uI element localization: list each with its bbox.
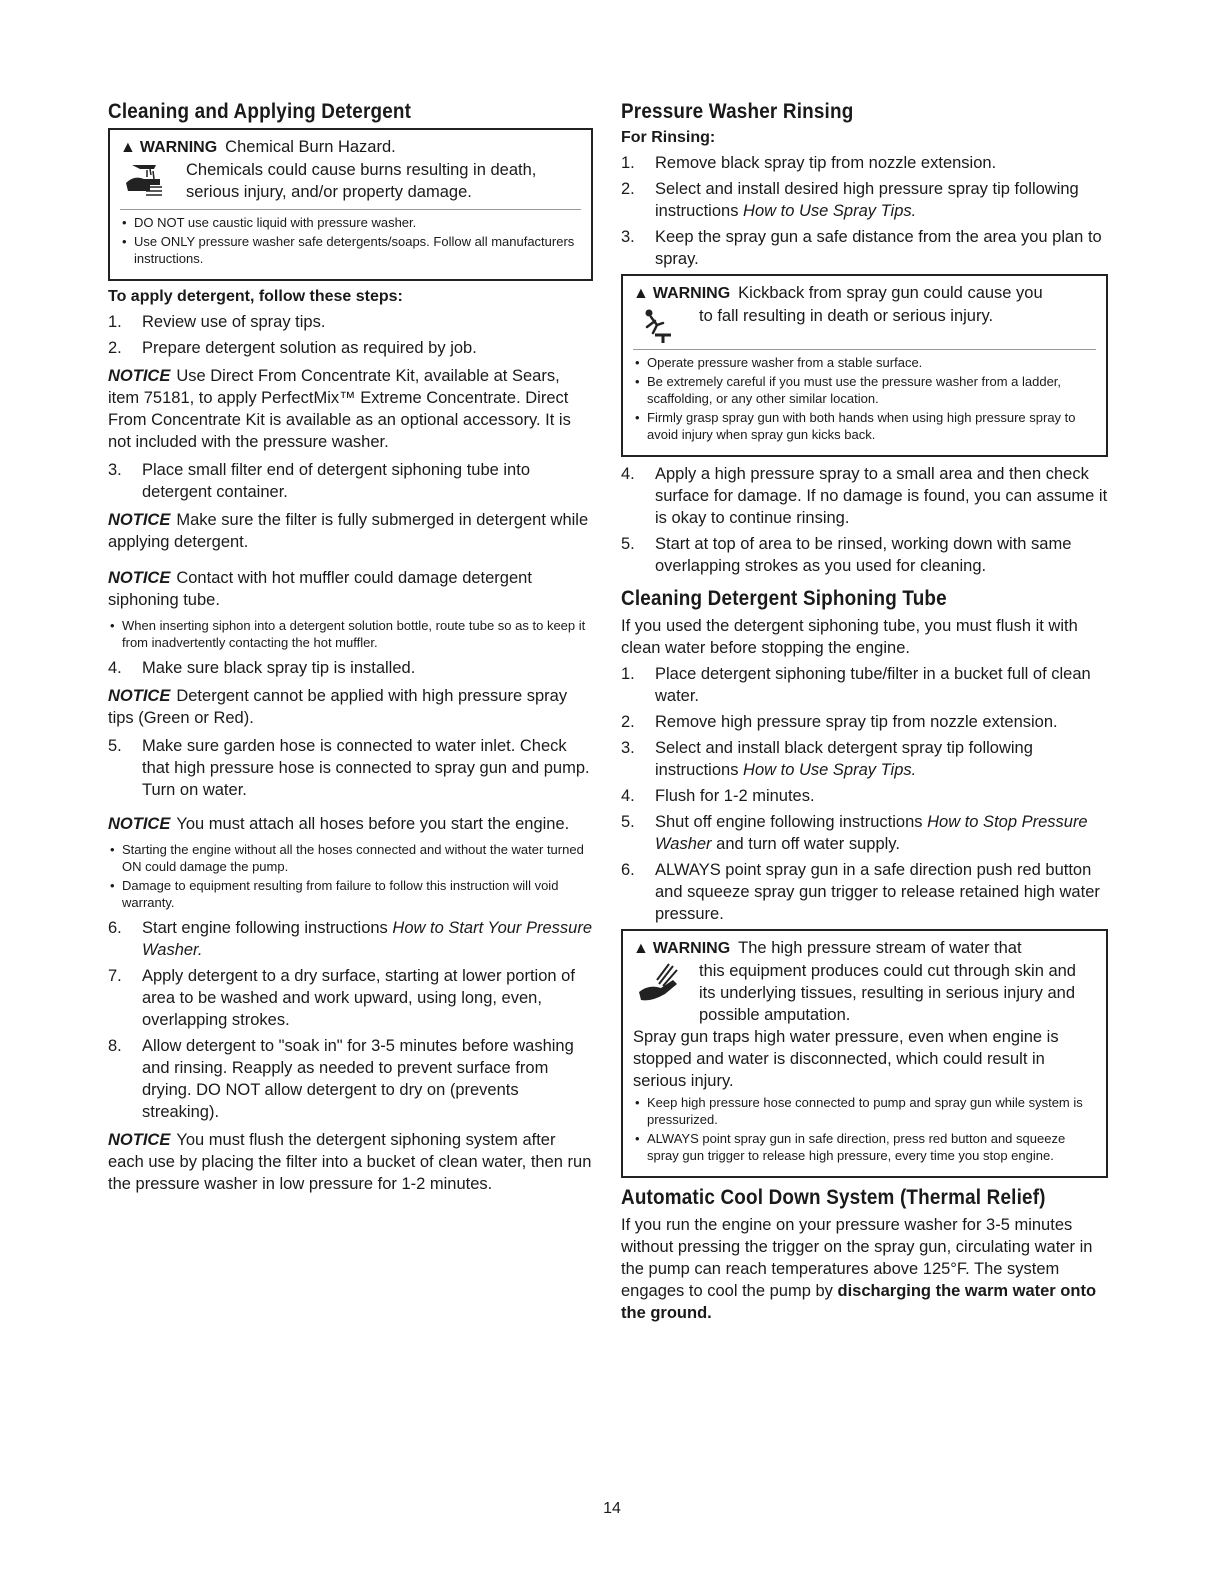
warning-triangle-icon: ▲	[633, 940, 649, 957]
warning-headline	[120, 136, 581, 159]
step-3: 3. Place small filter end of detergent siphoning tube into detergent container.	[108, 461, 530, 501]
start-washer-reference: How to Start Your Pressure Washer.	[142, 919, 593, 959]
warning-bullet: • Be extremely careful if you must use the pressure washer from a ladder, scaffolding, or any other similar location.	[633, 373, 1096, 407]
warning-triangle-icon: ▲	[633, 285, 649, 302]
warning-bullet: • Keep high pressure hose connected to pump and spray gun while system is pressurized.	[633, 1094, 1096, 1128]
rinse-step-4: 4. Apply a high pressure spray to a small area and then check surface for damage. If no damage is found, you can assume it is okay to continue rinsing.	[621, 465, 1108, 527]
step-6-text: Start engine following instructions	[142, 919, 388, 937]
high-pressure-injury-icon	[633, 960, 699, 1006]
section-title-cleaning-detergent: Cleaning and Applying Detergent	[108, 100, 412, 123]
rinse-step-2-text: Select and install desired high pressure spray tip following instructions	[655, 180, 1079, 220]
warning-headline	[633, 937, 1096, 960]
warning-bullets	[120, 214, 581, 267]
warning-bullet: • ALWAYS point spray gun in safe direction, press red button and squeeze spray gun trigger to release high pressure, every time you stop engine.	[633, 1130, 1096, 1164]
warning-headline-text: Kickback from spray gun could cause you	[738, 284, 1043, 302]
warning-triangle-icon: ▲	[120, 139, 136, 156]
falling-person-icon	[633, 305, 699, 343]
warning-body-text: Spray gun traps high water pressure, even when engine is stopped and water is disconnected, which could result in serious injury.	[633, 1028, 1059, 1090]
warning-detail-text: to fall resulting in death or serious injury.	[699, 307, 994, 325]
page-number: 14	[603, 1500, 621, 1517]
siphon-step-1: 1. Place detergent siphoning tube/filter in a bucket full of clean water.	[621, 665, 1091, 705]
step-2: 2. Prepare detergent solution as required by job.	[108, 339, 477, 357]
warning-detail-row	[633, 305, 1096, 343]
cool-down-text	[621, 1214, 1108, 1324]
siphon-step-5-suffix: and turn off water supply.	[716, 835, 900, 853]
spray-tips-reference: How to Use Spray Tips.	[743, 202, 917, 220]
siphon-step-6: 6. ALWAYS point spray gun in a safe direction push red button and squeeze spray gun trigger to release retained high water pressure.	[621, 861, 1100, 923]
rinse-step-2: 2. Select and install desired high pressure spray tip following instructions How to Use Spray Tips.	[621, 180, 1079, 220]
siphon-step-3-text: Select and install black detergent spray tip following instructions	[655, 739, 1033, 779]
warning-divider	[633, 349, 1096, 350]
notice-filter-submerged: NOTICE Make sure the filter is fully submerged in detergent while applying detergent.	[108, 511, 589, 551]
notice-direct-concentrate: NOTICE Use Direct From Concentrate Kit, available at Sears, item 75181, to apply PerfectMix™ Extreme Concentrate. Direct From Concentrate Kit is available as an optional accessory. It is not included with the pressure washer.	[108, 367, 571, 451]
warning-detail-row	[633, 960, 1096, 1026]
muffler-bullets	[108, 617, 593, 651]
siphon-step-5: 5. Shut off engine following instructions How to Stop Pressure Washer and turn off water supply.	[621, 813, 1088, 853]
right-column	[621, 100, 1108, 1324]
warning-headline-text: Chemical Burn Hazard.	[225, 138, 396, 156]
siphon-step-5-text: Shut off engine following instructions	[655, 813, 923, 831]
notice-high-pressure-tips: NOTICE Detergent cannot be applied with high pressure spray tips (Green or Red).	[108, 687, 568, 727]
rinse-step-5: 5. Start at top of area to be rinsed, working down with same overlapping strokes as you used for cleaning.	[621, 535, 1072, 575]
section-title-siphon: Cleaning Detergent Siphoning Tube	[621, 587, 947, 610]
rinse-step-1: 1. Remove black spray tip from nozzle extension.	[621, 154, 997, 172]
hoses-bullet: • Damage to equipment resulting from failure to follow this instruction will void warranty.	[108, 877, 593, 911]
section-title-cool-down: Automatic Cool Down System (Thermal Relief)	[621, 1186, 1046, 1209]
warning-detail-row	[120, 159, 581, 203]
warning-box-chemical-burn	[108, 128, 593, 281]
notice-hot-muffler: NOTICE Contact with hot muffler could damage detergent siphoning tube.	[108, 569, 532, 609]
step-6: 6. Start engine following instructions How to Start Your Pressure Washer.	[108, 919, 593, 959]
warning-detail-text: Chemicals could cause burns resulting in death, serious injury, and/or property damage.	[186, 161, 537, 201]
warning-bullets	[633, 1094, 1096, 1164]
warning-bullet: • Firmly grasp spray gun with both hands when using high pressure spray to avoid injury when spray gun kicks back.	[633, 409, 1096, 443]
muffler-bullet: • When inserting siphon into a detergent solution bottle, route tube so as to keep it from inadvertently contacting the hot muffler.	[108, 617, 593, 651]
notice-attach-hoses: NOTICE You must attach all hoses before you start the engine.	[108, 815, 570, 833]
warning-headline-text: The high pressure stream of water that	[738, 939, 1022, 957]
warning-label: WARNING	[139, 139, 218, 156]
step-8: 8. Allow detergent to "soak in" for 3-5 minutes before washing and rinsing. Reapply as needed to prevent surface from drying. DO NOT allow detergent to dry on (prevents streaking).	[108, 1037, 574, 1121]
stop-washer-reference: How to Stop Pressure Washer	[655, 813, 1088, 853]
hoses-bullets	[108, 841, 593, 911]
warning-headline	[633, 282, 1096, 305]
steps-title: To apply detergent, follow these steps:	[108, 288, 403, 305]
spray-tips-reference: How to Use Spray Tips.	[743, 761, 917, 779]
notice-flush-siphon: NOTICE You must flush the detergent siphoning system after each use by placing the filter into a bucket of clean water, then run the pressure washer in low pressure for 1-2 minutes.	[108, 1131, 592, 1193]
left-column	[108, 100, 593, 1201]
warning-label: WARNING	[652, 940, 731, 957]
siphon-step-3: 3. Select and install black detergent spray tip following instructions How to Use Spray Tips.	[621, 739, 1033, 779]
warning-bullet: • Use ONLY pressure washer safe detergents/soaps. Follow all manufacturers instructions.	[120, 233, 581, 267]
warning-box-kickback	[621, 274, 1108, 457]
warning-label: WARNING	[652, 285, 731, 302]
cool-down-body: If you run the engine on your pressure washer for 3-5 minutes without pressing the trigger on the spray gun, circulating water in the pump can reach temperatures above 125°F. The system engages to cool the pump by	[621, 1216, 1093, 1300]
rinse-step-3: 3. Keep the spray gun a safe distance from the area you plan to spray.	[621, 228, 1102, 268]
step-7: 7. Apply detergent to a dry surface, starting at lower portion of area to be washed and work upward, using long, even, overlapping strokes.	[108, 967, 575, 1029]
step-5: 5. Make sure garden hose is connected to water inlet. Check that high pressure hose is connected to spray gun and pump. Turn on water.	[108, 737, 590, 799]
section-title-rinsing: Pressure Washer Rinsing	[621, 100, 854, 123]
chemical-burn-icon	[120, 159, 186, 197]
warning-divider	[120, 209, 581, 210]
hoses-bullet: • Starting the engine without all the hoses connected and without the water turned ON could damage the pump.	[108, 841, 593, 875]
step-1: 1. Review use of spray tips.	[108, 313, 326, 331]
warning-bullet: • Operate pressure washer from a stable surface.	[633, 354, 1096, 371]
warning-box-high-pressure	[621, 929, 1108, 1178]
siphon-step-4: 4. Flush for 1-2 minutes.	[621, 787, 815, 805]
warning-detail-text: this equipment produces could cut through skin and its underlying tissues, resulting in serious injury and possible amputation.	[699, 962, 1076, 1024]
for-rinsing-title: For Rinsing:	[621, 129, 716, 146]
warning-bullets	[633, 354, 1096, 443]
siphon-intro: If you used the detergent siphoning tube, you must flush it with clean water before stopping the engine.	[621, 617, 1078, 657]
cool-down-emphasis: discharging the warm water onto the ground.	[621, 1282, 1097, 1322]
warning-bullet: • DO NOT use caustic liquid with pressure washer.	[120, 214, 581, 231]
siphon-step-2: 2. Remove high pressure spray tip from nozzle extension.	[621, 713, 1058, 731]
step-4: 4. Make sure black spray tip is installed.	[108, 659, 416, 677]
